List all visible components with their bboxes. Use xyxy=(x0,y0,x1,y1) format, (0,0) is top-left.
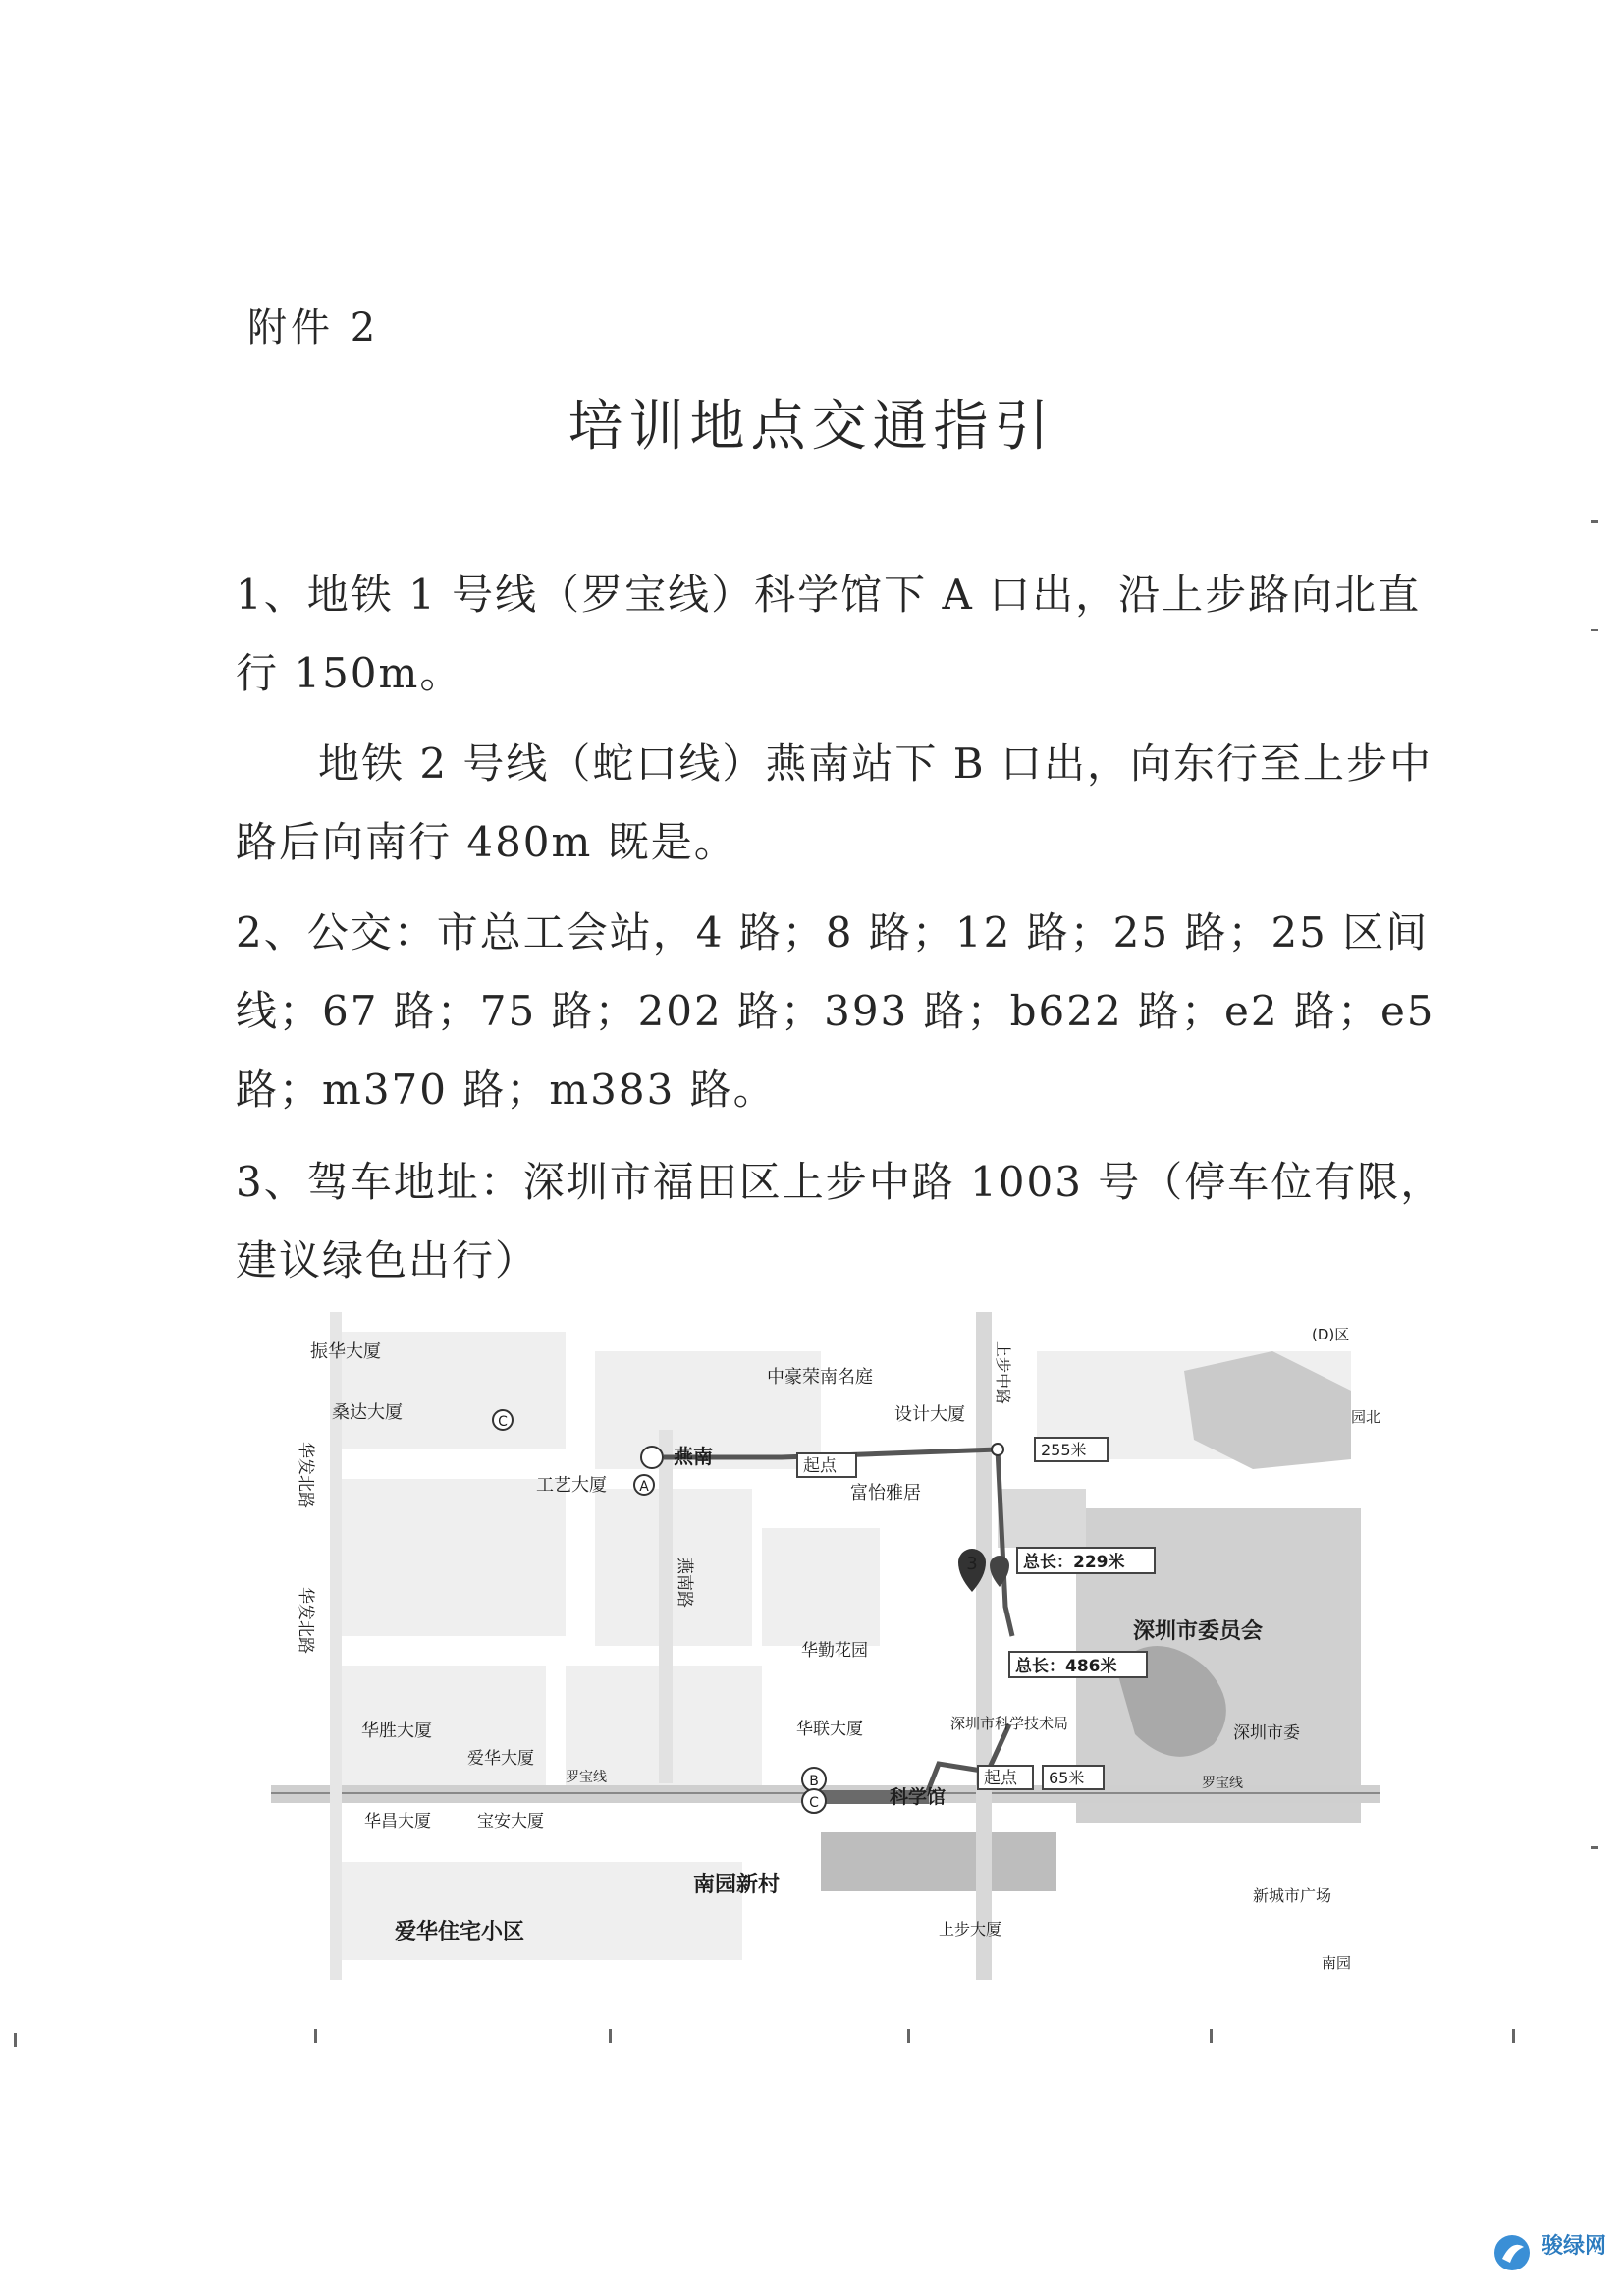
map-label-fuyi: 富怡雅居 xyxy=(850,1483,921,1503)
map-label-luobao2: 罗宝线 xyxy=(1202,1776,1243,1791)
map-label-nanyuan: 南园新村 xyxy=(693,1873,781,1897)
map-label-total-229: 总长：229米 xyxy=(1023,1553,1125,1572)
map-label-kexueguan: 科学馆 xyxy=(890,1786,947,1808)
map-label-shangbu-zhong: 上步中路 xyxy=(994,1341,1012,1405)
map-label-aihua: 爱华住宅小区 xyxy=(395,1920,525,1944)
map-label-huafa-n1: 华发北路 xyxy=(296,1442,315,1508)
map-label-huashu: 爱华大厦 xyxy=(467,1749,534,1769)
map-label-luobao1: 罗宝线 xyxy=(566,1770,607,1785)
road-yannan xyxy=(659,1430,673,1783)
route-map xyxy=(271,1312,1380,1980)
svg-text:B: B xyxy=(809,1774,819,1789)
map-label-shenzhen-committee: 深圳市委员会 xyxy=(1133,1619,1264,1644)
map-label-gongyi: 工艺大厦 xyxy=(536,1475,607,1496)
map-nanyuan-block xyxy=(821,1832,1056,1891)
route-marker-number: 3 xyxy=(966,1554,978,1574)
map-label-yannan-road: 燕南路 xyxy=(675,1558,694,1608)
map-label-huafa-n2: 华发北路 xyxy=(296,1587,315,1654)
page-title: 培训地点交通指引 xyxy=(568,395,1055,459)
map-label-yannan-station: 燕南 xyxy=(674,1445,713,1468)
map-label-huasheng: 华胜大厦 xyxy=(361,1721,432,1741)
map-label-baoan: 宝安大厦 xyxy=(477,1812,544,1831)
paragraph-driving: 3、驾车地址：深圳市福田区上步中路 1003 号（停车位有限，建议绿色出行） xyxy=(236,1158,1444,1285)
svg-text:C: C xyxy=(498,1414,508,1430)
map-label-nanyuan-edge: 南园 xyxy=(1322,1954,1352,1972)
map-label-top-right: (D)区 xyxy=(1312,1326,1350,1343)
svg-text:A: A xyxy=(639,1479,649,1495)
paragraph-bus: 2、公交：市总工会站，4 路；8 路；12 路；25 路；25 区间线；67 路；75 路；202 路；393 路；b622 路；e2 路；e5 路；m370 路；m383 路。 xyxy=(236,908,1435,1114)
map-label-shangbu: 上步大厦 xyxy=(939,1920,1002,1939)
map-label-huachang: 华昌大厦 xyxy=(364,1812,431,1831)
paragraph-metro-line2: 地铁 2 号线（蛇口线）燕南站下 B 口出，向东行至上步中路后向南行 480m 既是。 xyxy=(236,739,1433,866)
map-label-hualian: 华联大厦 xyxy=(796,1720,863,1739)
attachment-label: 附件 2 xyxy=(247,305,380,351)
map-label-sheji: 设计大厦 xyxy=(894,1404,965,1425)
map-label-dist-255: 255米 xyxy=(1041,1441,1087,1459)
map-label-zhenhua: 振华大厦 xyxy=(310,1341,381,1362)
map-label-start2: 起点 xyxy=(984,1769,1017,1788)
map-label-zhonghao: 中豪荣南名庭 xyxy=(767,1367,873,1388)
map-label-huating: 华勤花园 xyxy=(801,1641,868,1661)
map-label-shenzhen-shi: 深圳市委 xyxy=(1233,1723,1300,1743)
paragraph-metro-line1: 1、地铁 1 号线（罗宝线）科学馆下 A 口出，沿上步路向北直行 150m。 xyxy=(236,571,1422,697)
road-shangbu xyxy=(976,1312,992,1980)
map-label-start1: 起点 xyxy=(803,1456,837,1476)
map-label-gangzhan: 园北 xyxy=(1351,1408,1380,1426)
map-label-xincheng: 新城市广场 xyxy=(1253,1886,1332,1905)
map-label-sangda: 桑达大厦 xyxy=(332,1402,403,1423)
watermark-text: 骏绿网 xyxy=(1542,2234,1607,2259)
map-label-total-486: 总长：486米 xyxy=(1015,1657,1117,1676)
map-label-dist-65: 65米 xyxy=(1049,1769,1085,1787)
svg-text:C: C xyxy=(809,1795,819,1811)
map-label-keji: 深圳市科学技术局 xyxy=(950,1715,1069,1732)
